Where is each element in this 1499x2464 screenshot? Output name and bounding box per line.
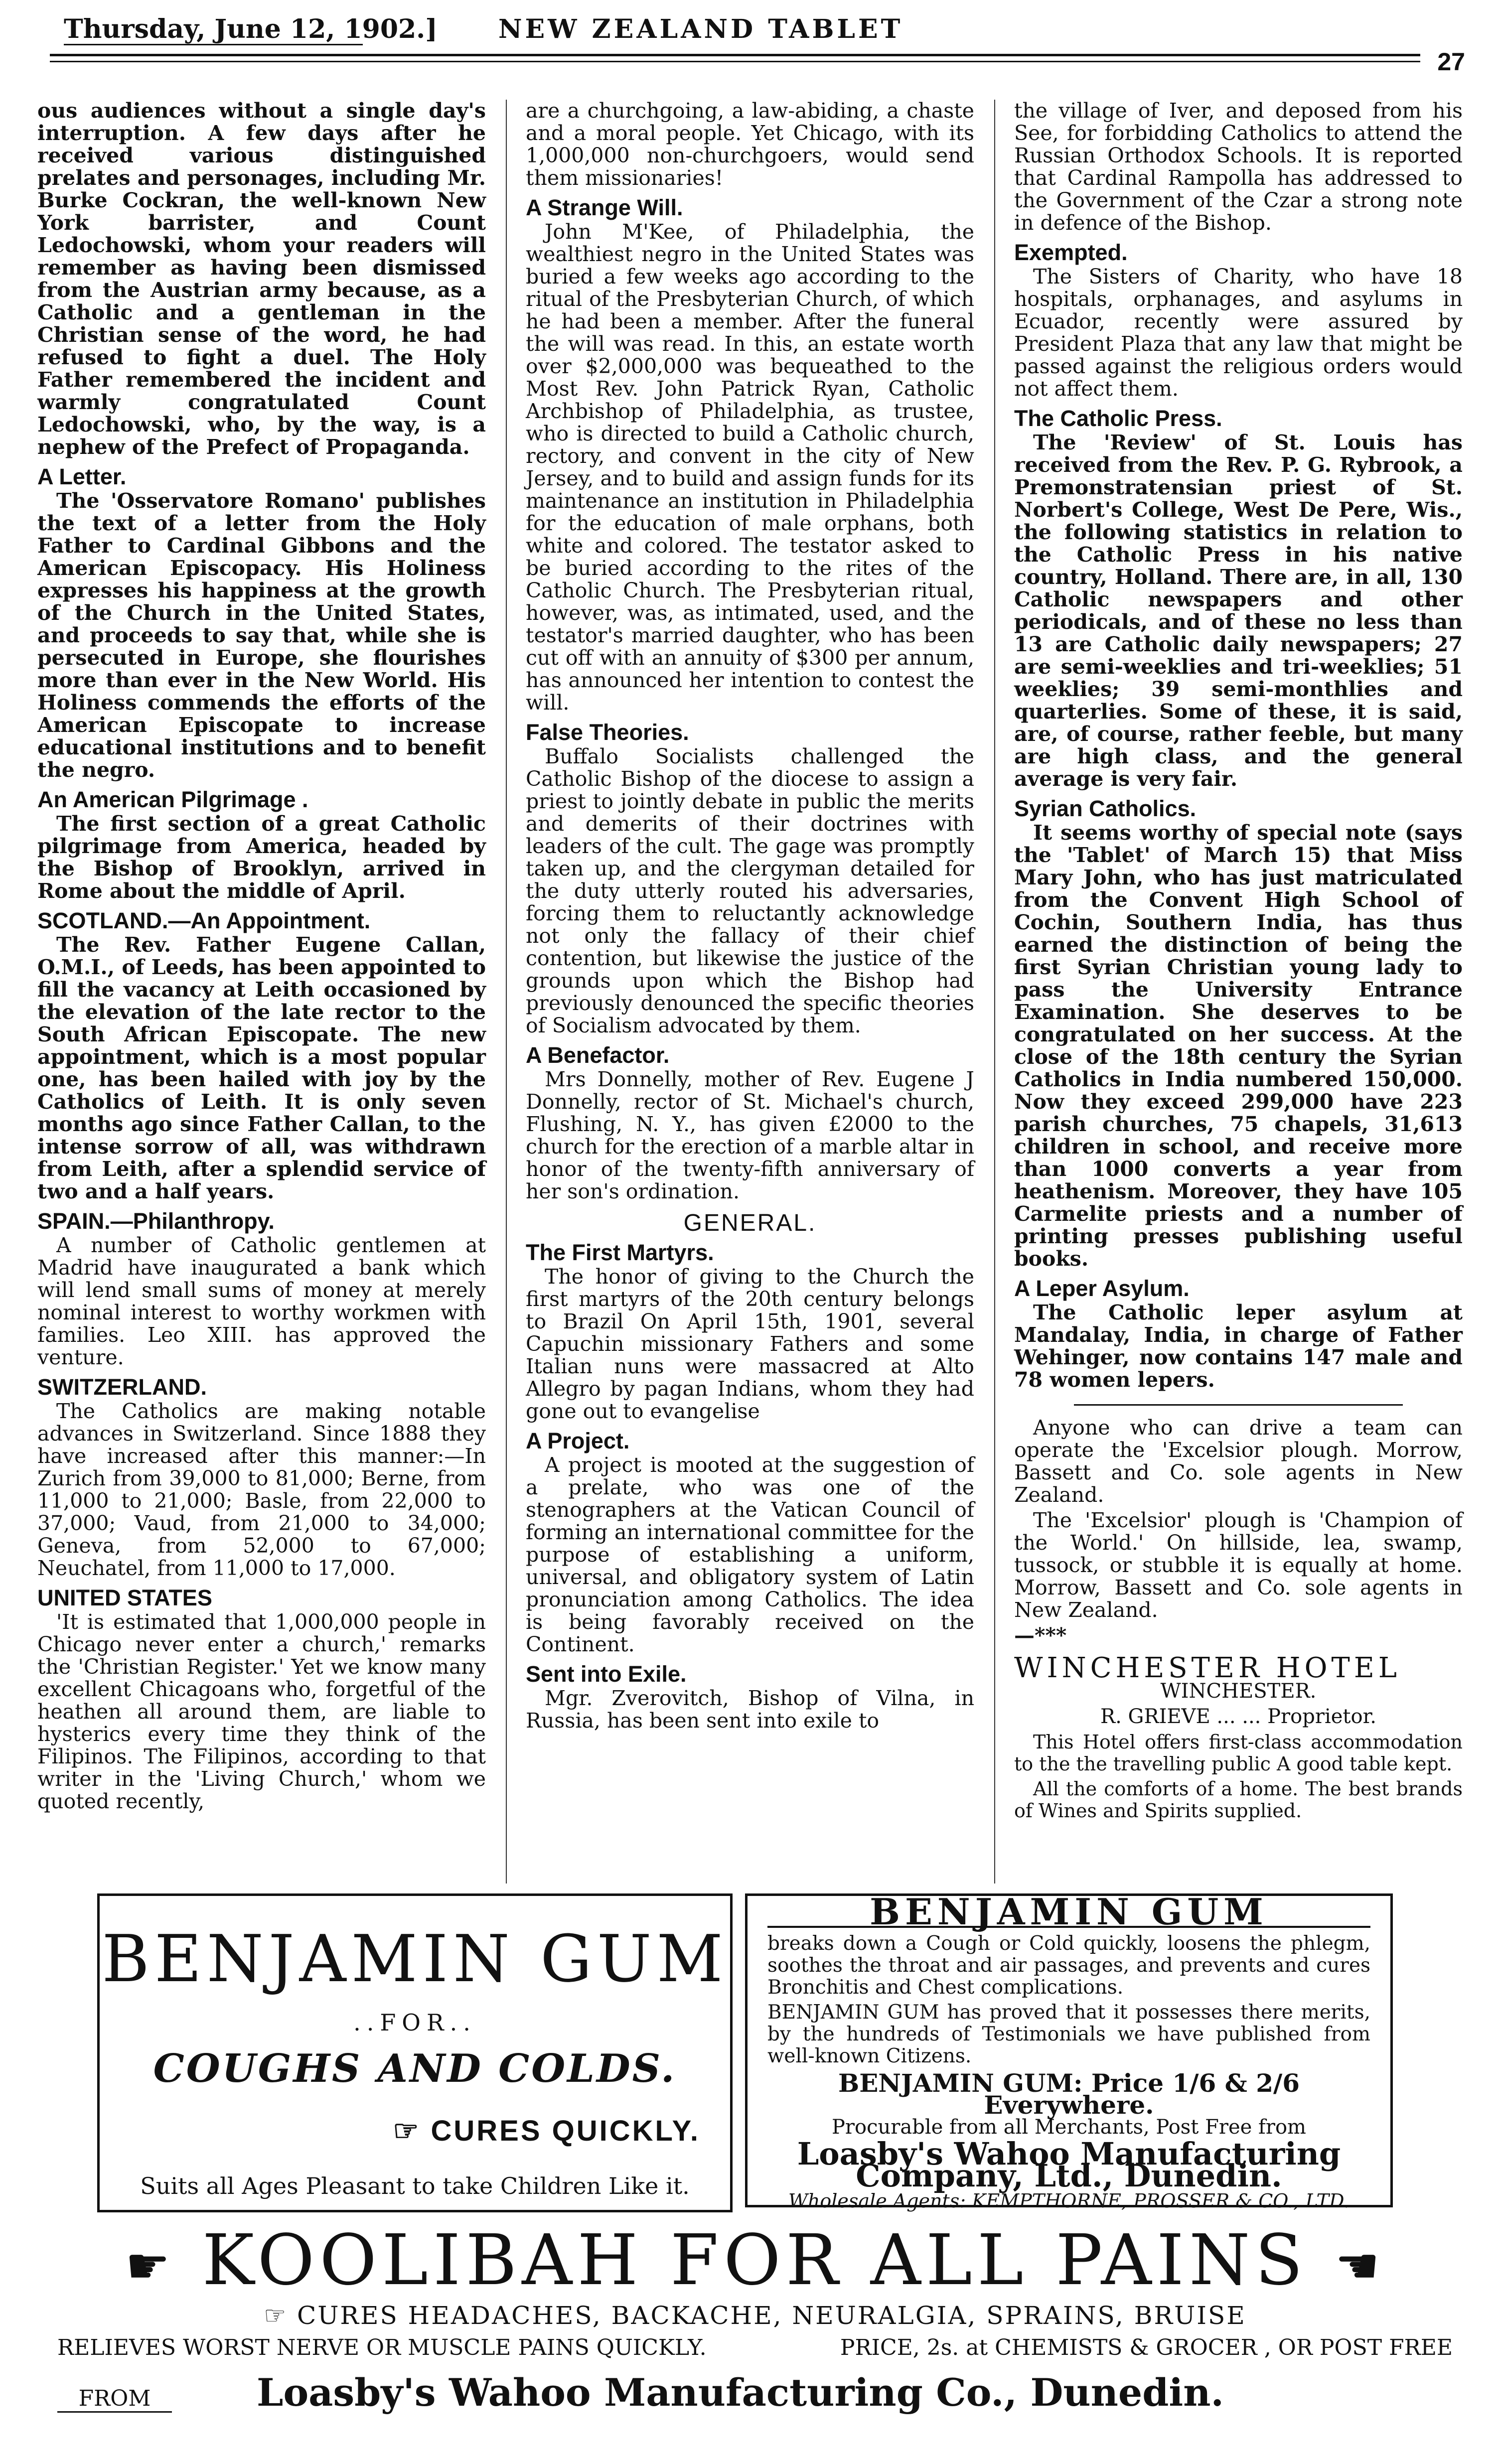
article-text: A number of Catholic gentlemen at Madrid have inaugurated a bank which will lend small sums of money at merely nominal interest to worthy workmen with families. Leo XIII. has approved the venture. bbox=[37, 1233, 486, 1369]
headline: SPAIN.—Philanthropy. bbox=[37, 1208, 275, 1234]
ad-text: breaks down a Cough or Cold quickly, loosens the phlegm, soothes the throat and air passages, and prevents and cures Bronchitis and Chest complications. bbox=[767, 1932, 1370, 1999]
article-text: Mrs Donnelly, mother of Rev. Eugene J Donnelly, rector of St. Michael's church, Flushing, N. Y., has given £2000 to the church for the erection of a marble altar in honor of the twenty-fifth anniversary of her son's ordination. bbox=[526, 1067, 974, 1203]
ad-title: BENJAMIN GUM bbox=[102, 1921, 728, 1997]
ad-suits: Suits all Ages Pleasant to take Children Like it. bbox=[140, 2173, 690, 2199]
separator-stars: —*** bbox=[1014, 1623, 1067, 1647]
koolibah-row bbox=[37, 2335, 1473, 2360]
koolibah-from-row bbox=[37, 2370, 1473, 2415]
ad-maker: Loasby's Wahoo Manufacturing Company, Ltd., Dunedin. bbox=[797, 2136, 1341, 2194]
article-text: are a churchgoing, a law-abiding, a chaste and a moral people. Yet Chicago, with its 1,000,000 non-churchgoers, would send them missionaries! bbox=[526, 99, 974, 190]
ad-for: ..FOR.. bbox=[353, 2009, 476, 2036]
page-number: 27 bbox=[1437, 48, 1465, 76]
article-text: It seems worthy of special note (says the 'Tablet' of March 15) that Miss Mary John, who has just matriculated from the Convent High School of Cochin, Southern India, has thus earned the distinction of being the first Syrian Christian young lady to pass the University Entrance Examination. She deserves to be congratulated on her success. At the close of the 18th century the Syrian Catholics in India numbered 150,000. Now they exceed 299,000 have 223 parish churches, 75 chapels, 31,613 children in school, and receive more than 1000 converts a year from heathenism. Moreover, they have 105 Carmelite priests and a number of printing presses publishing useful books. bbox=[1014, 821, 1463, 1271]
advert-text: The 'Excelsior' plough is 'Champion of the World.' On hillside, lea, swamp, tussock, or stubble it is equally at home. Morrow, Bassett and Co. sole agents in New Zealand. bbox=[1014, 1508, 1463, 1622]
article-text: the village of Iver, and deposed from his See, for forbidding Catholics to attend the Russian Orthodox Schools. It is reported that Cardinal Rampolla has addressed to the Government of the Czar a strong note in defence of the Bishop. bbox=[1014, 99, 1463, 235]
headline: Sent into Exile. bbox=[526, 1661, 687, 1687]
pointing-hand-icon: ☚ bbox=[1335, 2237, 1385, 2295]
headline: SCOTLAND.—An Appointment. bbox=[37, 908, 371, 933]
hotel-text: This Hotel offers first-class accommodation to the the travelling public A good table kept. bbox=[1014, 1731, 1463, 1775]
article-text: Mgr. Zverovitch, Bishop of Vilna, in Russia, has been sent into exile to bbox=[526, 1686, 974, 1733]
benjamin-gum-ad-detail bbox=[745, 1890, 1393, 2212]
headline: The Catholic Press. bbox=[1014, 406, 1222, 431]
ad-cures-text: CURES QUICKLY. bbox=[431, 2115, 700, 2147]
ad-price: BENJAMIN GUM: Price 1/6 & 2/6 Everywhere. bbox=[838, 2068, 1300, 2120]
headline: Exempted. bbox=[1014, 240, 1128, 265]
issue-date: Thursday, June 12, 1902.] bbox=[64, 14, 438, 44]
article-text: A project is mooted at the suggestion of a prelate, who was one of the stenographers at the Vatican Council of forming an international committee for the purpose of establishing a uniform, universal, and obligatory system of Latin pronunciation among Catholics. The idea is being favorably received on the Continent. bbox=[526, 1453, 974, 1656]
article-text: John M'Kee, of Philadelphia, the wealthiest negro in the United States was buried a few weeks ago according to the ritual of the Presbyterian Church, of which he had been a member. After the funeral the will was read. In this, an estate worth over $2,000,000 was bequeathed to the Most Rev. John Patrick Ryan, Catholic Archbishop of Philadelphia, as trustee, who is directed to build a Catholic church, rectory, and convent in the city of New Jersey, and to build and assign funds for its maintenance an institution in Philadelphia for the education of male orphans, both white and colored. The testator asked to be buried according to the rites of the Catholic Church. The Presbyterian ritual, however, was, as intimated, used, and the testator's married daughter, who has been cut off with an annuity of $300 per annum, has announced her intention to contest the will. bbox=[526, 220, 974, 715]
ad-coughs: COUGHS AND COLDS. bbox=[153, 2046, 677, 2091]
pointing-hand-icon: ☞ bbox=[264, 2301, 297, 2330]
date-underline bbox=[64, 44, 363, 45]
article-text: The Rev. Father Eugene Callan, O.M.I., of Leeds, has been appointed to fill the vacancy at Leith occasioned by the elevation of the late rector to the South African Episcopate. The new appointment, which is a most popular one, has been hailed with joy by the Catholics of Leith. It is only seven months ago since Father Callan, to the intense sorrow of all, was withdrawn from Leith, after a splendid service of two and a half years. bbox=[37, 933, 486, 1203]
column-divider bbox=[506, 100, 507, 1884]
article-text: Buffalo Socialists challenged the Catholic Bishop of the diocese to assign a priest to jointly debate in public the merits and demerits of their doctrines with leaders of the cult. The gage was promptly taken up, and the clergyman detailed for the duty utterly routed his adversaries, forcing them to reluctantly acknowledge not only the fallacy of their chief contention, but likewise the justice of the grounds upon which the Bishop had previously denounced the specific theories of Socialism advocated by them. bbox=[526, 744, 974, 1037]
headline: SWITZERLAND. bbox=[37, 1374, 207, 1400]
section-heading: GENERAL. bbox=[683, 1210, 817, 1236]
headline: False Theories. bbox=[526, 720, 689, 745]
headline: A Benefactor. bbox=[526, 1042, 670, 1068]
header-rule bbox=[50, 54, 1420, 56]
column-3 bbox=[1014, 100, 1463, 1825]
koolibah-firm: Loasby's Wahoo Manufacturing Co., Dunedin. bbox=[257, 2370, 1224, 2415]
pointing-hand-icon: ☞ bbox=[393, 2115, 431, 2147]
benjamin-gum-ad bbox=[97, 1893, 733, 2212]
article-text: The 'Osservatore Romano' publishes the text of a letter from the Holy Father to Cardinal Gibbons and the American Episcopacy. His Holiness expresses his happiness at the growth of the Church in the United States, and proceeds to say that, while she is persecuted in Europe, she flourishes more than ever in the New World. His Holiness commends the efforts of the American Episcopate to increase educational institutions and to benefit the negro. bbox=[37, 489, 486, 782]
hotel-proprietor: R. GRIEVE ... ... Proprietor. bbox=[1100, 1705, 1377, 1728]
headline: UNITED STATES bbox=[37, 1585, 212, 1610]
headline: An American Pilgrimage . bbox=[37, 787, 308, 812]
column-divider bbox=[994, 100, 995, 1884]
article-text: ous audiences without a single day's interruption. A few days after he received various distinguished prelates and personages, including Mr. Burke Cockran, the well-known New York barrister, and Count Ledochowski, whom your readers will remember as having been dismissed from the Austrian army because, as a Catholic and a gentleman in the Christian sense of the word, he had refused to fight a duel. The Holy Father remembered the incident and warmly congratulated Count Ledochowski, who, by the way, is a nephew of the Prefect of Propaganda. bbox=[37, 99, 486, 459]
ad-procurable: Procurable from all Merchants, Post Free from bbox=[832, 2116, 1306, 2139]
koolibah-price: PRICE, 2s. at CHEMISTS & GROCER , OR POST FREE bbox=[840, 2335, 1453, 2360]
advert-text: Anyone who can drive a team can operate the 'Excelsior plough. Morrow, Bassett and Co. sole agents in New Zealand. bbox=[1014, 1416, 1463, 1507]
hotel-name: WINCHESTER HOTEL bbox=[1014, 1652, 1401, 1684]
koolibah-title-text: KOOLIBAH FOR ALL PAINS bbox=[202, 2220, 1308, 2301]
koolibah-cures bbox=[37, 2301, 1473, 2330]
header-rule-thin bbox=[50, 61, 1420, 62]
newspaper-title: NEW ZEALAND TABLET bbox=[498, 14, 903, 44]
hotel-text: All the comforts of a home. The best brands of Wines and Spirits supplied. bbox=[1014, 1778, 1463, 1822]
article-text: The Catholic leper asylum at Mandalay, India, in charge of Father Wehinger, now contains 147 male and 78 women lepers. bbox=[1014, 1301, 1463, 1392]
ad-title: BENJAMIN GUM bbox=[767, 1901, 1370, 1928]
koolibah-cures-text: CURES HEADACHES, BACKACHE, NEURALGIA, SPRAINS, BRUISE bbox=[297, 2301, 1246, 2330]
separator-rule bbox=[1074, 1404, 1403, 1406]
koolibah-ad bbox=[37, 2220, 1473, 2415]
headline: A Strange Will. bbox=[526, 195, 683, 220]
page-header bbox=[50, 0, 1485, 100]
article-text: The first section of a great Catholic pilgrimage from America, headed by the Bishop of Brooklyn, arrived in Rome about the middle of April. bbox=[37, 812, 486, 903]
article-text: The Catholics are making notable advances in Switzerland. Since 1888 they have increased after this manner:—In Zurich from 39,000 to 81,000; Berne, from 11,000 to 21,000; Basle, from 22,000 to 37,000; Vaud, from 21,000 to 34,000; Geneva, from 52,000 to 67,000; Neuchatel, from 11,000 to 17,000. bbox=[37, 1399, 486, 1580]
ad-text: BENJAMIN GUM has proved that it possesses there merits, by the hundreds of Testimonials we have published from well-known Citizens. bbox=[767, 2001, 1370, 2067]
headline: A Leper Asylum. bbox=[1014, 1276, 1190, 1301]
column-1 bbox=[37, 100, 486, 1816]
article-text: 'It is estimated that 1,000,000 people in Chicago never enter a church,' remarks the 'Christian Register.' Yet we know many excellent Chicagoans who, forgetful of the heathen all around them, are liable to hysterics every time they think of the Filipinos. The Filipinos, according to that writer in the 'Living Church,' whom we quoted recently, bbox=[37, 1610, 486, 1813]
hotel-town: WINCHESTER. bbox=[1160, 1680, 1317, 1703]
koolibah-from: FROM bbox=[57, 2386, 172, 2413]
article-text: The Sisters of Charity, who have 18 hospitals, orphanages, and asylums in Ecuador, recently were assured by President Plaza that any law that might be passed against the religious orders would not affect them. bbox=[1014, 265, 1463, 401]
column-2 bbox=[526, 100, 974, 1735]
koolibah-title bbox=[37, 2220, 1473, 2301]
ad-agents: Wholesale Agents: KEMPTHORNE, PROSSER & CO., LTD. bbox=[788, 2190, 1350, 2212]
headline: Syrian Catholics. bbox=[1014, 796, 1197, 821]
koolibah-relieves: RELIEVES WORST NERVE OR MUSCLE PAINS QUICKLY. bbox=[57, 2335, 707, 2360]
headline: A Letter. bbox=[37, 464, 127, 489]
article-text: The 'Review' of St. Louis has received from the Rev. P. G. Rybrook, a Premonstratensian priest of St. Norbert's College, West De Pere, Wis., the following statistics in relation to the Catholic Press in his native country, Holland. There are, in all, 130 Catholic newspapers and other periodicals, and of these no less than 13 are Catholic daily newspapers; 27 are semi-weeklies and tri-weeklies; 51 weeklies; 39 semi-monthlies and quarterlies. Some of these, it is said, are, of course, rather feeble, but many are high class, and the general average is very fair. bbox=[1014, 431, 1463, 791]
ad-cures bbox=[100, 2114, 730, 2148]
pointing-hand-icon: ☛ bbox=[125, 2237, 175, 2295]
headline: The First Martyrs. bbox=[526, 1240, 714, 1265]
article-text: The honor of giving to the Church the first martyrs of the 20th century belongs to Brazil On April 15th, 1901, several Capuchin missionary Fathers and some Italian nuns were massacred at Alto Allegro by pagan Indians, whom they had gone out to evangelise bbox=[526, 1265, 974, 1423]
headline: A Project. bbox=[526, 1428, 630, 1453]
